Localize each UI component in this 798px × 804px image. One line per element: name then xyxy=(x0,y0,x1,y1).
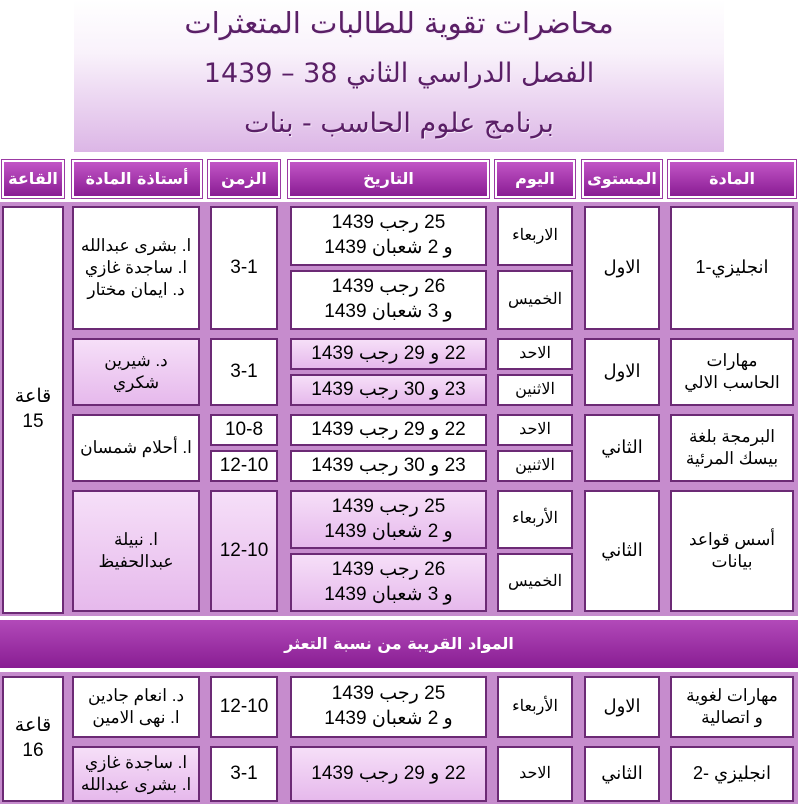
level-cell: الثاني xyxy=(584,746,660,802)
time-cell: 3-1 xyxy=(210,746,278,802)
day-cell: الاثنين xyxy=(497,450,573,482)
teacher-cell: د. شيرين شكري xyxy=(72,338,200,406)
header-title: محاضرات تقوية للطالبات المتعثرات xyxy=(184,6,614,40)
subject-cell: انجليزي-1 xyxy=(670,206,794,330)
hall-cell: قاعة 16 xyxy=(2,676,64,802)
level-cell: الاول xyxy=(584,676,660,738)
time-cell: 10-8 xyxy=(210,414,278,446)
page-header xyxy=(74,0,724,152)
level-cell: الثاني xyxy=(584,414,660,482)
date-cell: 22 و 29 رجب 1439 xyxy=(290,414,487,446)
column-header-time: الزمن xyxy=(208,160,280,198)
day-cell: الأربعاء xyxy=(497,490,573,549)
teacher-cell: ا. نبيلة عبدالحفيظ xyxy=(72,490,200,612)
subject-cell: البرمجة بلغة بيسك المرئية xyxy=(670,414,794,482)
subject-cell: أسس قواعد بيانات xyxy=(670,490,794,612)
section-title-band: المواد القريبة من نسبة التعثر xyxy=(0,620,798,668)
level-cell: الاول xyxy=(584,206,660,330)
day-cell: الاربعاء xyxy=(497,206,573,266)
time-cell: 3-1 xyxy=(210,338,278,406)
level-cell: الثاني xyxy=(584,490,660,612)
column-header-day: اليوم xyxy=(495,160,575,198)
day-cell: الاحد xyxy=(497,414,573,446)
date-cell: 26 رجب 1439 و 3 شعبان 1439 xyxy=(290,270,487,330)
level-cell: الاول xyxy=(584,338,660,406)
header-program: برنامج علوم الحاسب - بنات xyxy=(244,108,554,139)
day-cell: الأربعاء xyxy=(497,676,573,738)
hall-cell: قاعة 15 xyxy=(2,206,64,614)
date-cell: 23 و 30 رجب 1439 xyxy=(290,450,487,482)
column-header-hall: القاعة xyxy=(2,160,64,198)
header-semester: الفصل الدراسي الثاني 38 – 1439 xyxy=(203,58,595,89)
day-cell: الاحد xyxy=(497,746,573,802)
date-cell: 23 و 30 رجب 1439 xyxy=(290,374,487,406)
time-cell: 12-10 xyxy=(210,450,278,482)
teacher-cell: ا. بشرى عبدالله ا. ساجدة غازي د. ايمان مختار xyxy=(72,206,200,330)
day-cell: الاحد xyxy=(497,338,573,370)
date-cell: 25 رجب 1439 و 2 شعبان 1439 xyxy=(290,490,487,549)
day-cell: الخميس xyxy=(497,270,573,330)
subject-cell: انجليزي -2 xyxy=(670,746,794,802)
column-header-date: التاريخ xyxy=(288,160,489,198)
date-cell: 22 و 29 رجب 1439 xyxy=(290,338,487,370)
teacher-cell: ا. أحلام شمسان xyxy=(72,414,200,482)
teacher-cell: ا. ساجدة غازي ا. بشرى عبدالله xyxy=(72,746,200,802)
date-cell: 22 و 29 رجب 1439 xyxy=(290,746,487,802)
time-cell: 12-10 xyxy=(210,490,278,612)
column-header-level: المستوى xyxy=(582,160,662,198)
column-header-teacher: أستاذة المادة xyxy=(72,160,202,198)
teacher-cell: د. انعام جادين ا. نهى الامين xyxy=(72,676,200,738)
column-header-subject: المادة xyxy=(668,160,796,198)
time-cell: 12-10 xyxy=(210,676,278,738)
date-cell: 25 رجب 1439 و 2 شعبان 1439 xyxy=(290,206,487,266)
date-cell: 26 رجب 1439 و 3 شعبان 1439 xyxy=(290,553,487,612)
subject-cell: مهارات الحاسب الالي xyxy=(670,338,794,406)
subject-cell: مهارات لغوية و اتصالية xyxy=(670,676,794,738)
date-cell: 25 رجب 1439 و 2 شعبان 1439 xyxy=(290,676,487,738)
day-cell: الاثنين xyxy=(497,374,573,406)
day-cell: الخميس xyxy=(497,553,573,612)
time-cell: 3-1 xyxy=(210,206,278,330)
